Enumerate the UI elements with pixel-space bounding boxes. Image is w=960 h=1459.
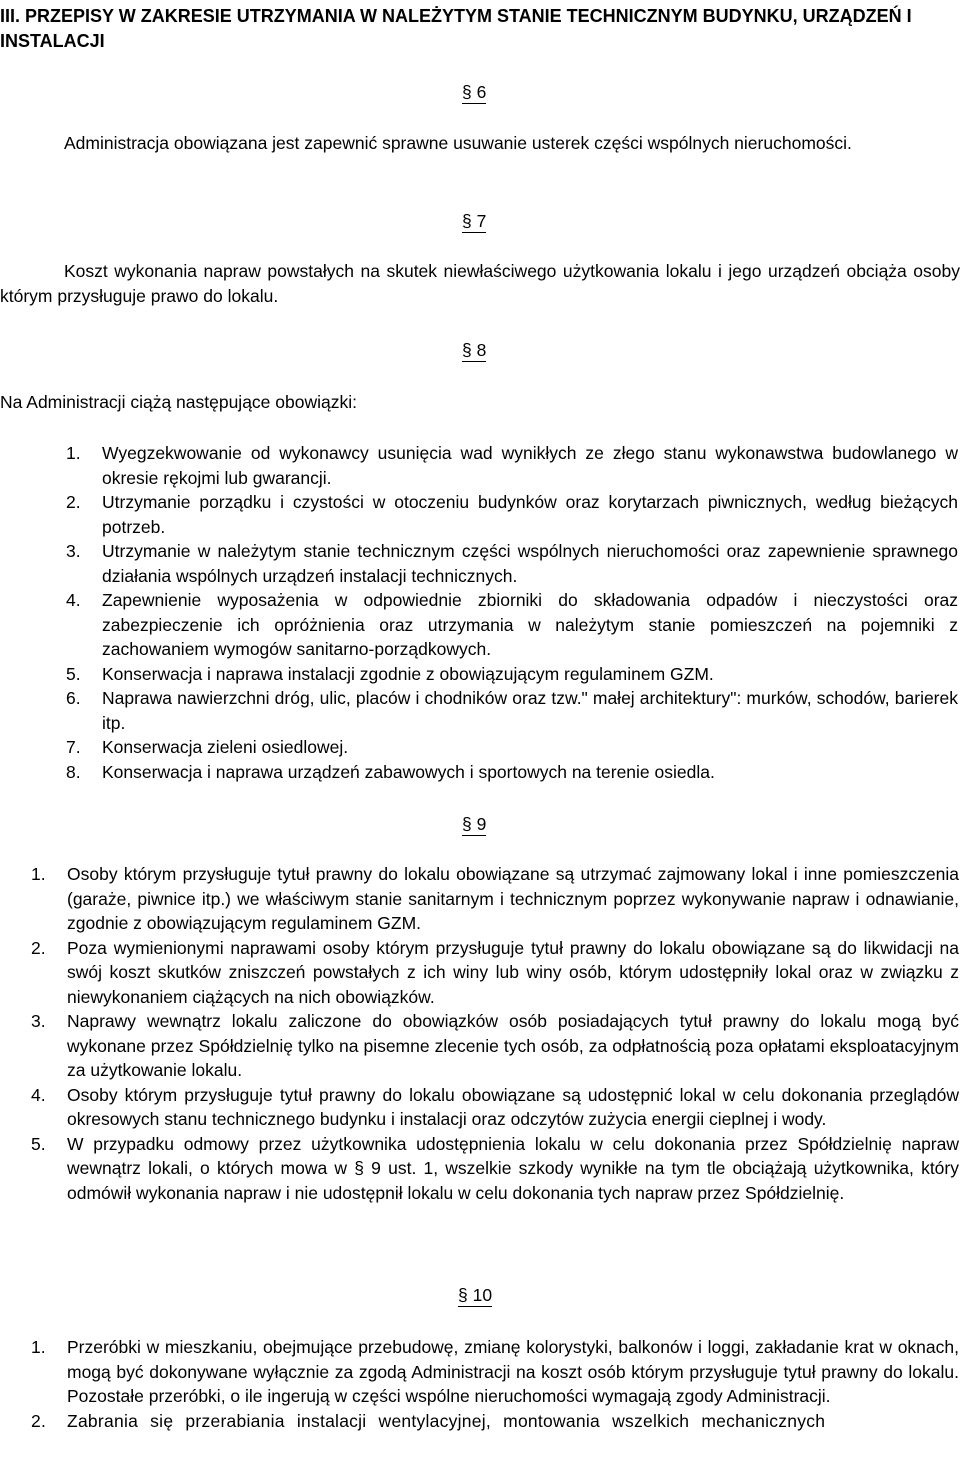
list-item: 7. Konserwacja zieleni osiedlowej. (66, 737, 349, 757)
list-item: 3. Utrzymanie w należytym stanie technicznym części wspólnych nieruchomości oraz zapewnienie sprawnego działania wspólnych urządzeń instalacji technicznych. (66, 541, 958, 586)
list-item: 3. Naprawy wewnątrz lokalu zaliczone do obowiązków osób posiadających tytuł prawny do lokalu mogą być wykonane przez Spółdzielnię tylko na pisemne zlecenie tych osób, za odpłatnością poza opłatami eksploatacyjnym za użytkowanie lokalu. (31, 1011, 959, 1080)
section-9-label: § 9 (462, 812, 522, 837)
list-item: 2. Zabrania się przerabiania instalacji wentylacyjnej, montowania wszelkich mechanicznych (31, 1410, 826, 1431)
section-7-label: § 7 (462, 209, 522, 234)
section-8-label: § 8 (462, 338, 522, 363)
list-item: 2. Poza wymienionymi naprawami osoby którym przysługuje tytuł prawny do lokalu obowiązane są do likwidacji na swój koszt skutków zniszczeń powstałych z ich winy lub winy osób, którym udostępniły lokal oraz w związku z niewykonaniem ciążących na nich obowiązków. (31, 937, 959, 1007)
section-8-list (66, 441, 958, 784)
list-item: 1. Przeróbki w mieszkaniu, obejmujące przebudowę, zmianę kolorystyki, balkonów i loggi, zakładanie krat w oknach, mogą być dokonywane wyłącznie za zgodą Administracji na koszt osób którym przysługuje tytuł prawny do lokalu. Pozostałe przeróbki, o ile ingerują w części wspólne nieruchomości wymagają zgody Administracji. (31, 1337, 959, 1406)
list-item: 6. Naprawa nawierzchni dróg, ulic, placów i chodników oraz tzw." małej architektury": murków, schodów, barierek itp. (66, 688, 958, 733)
section-6-label: § 6 (462, 80, 522, 105)
section-9-list (31, 862, 959, 1205)
list-item: 5. Konserwacja i naprawa instalacji zgodnie z obowiązującym regulaminem GZM. (66, 663, 714, 684)
list-item: 2. Utrzymanie porządku i czystości w otoczeniu budynków oraz korytarzach piwnicznych, według bieżących potrzeb. (66, 492, 958, 537)
section-10-label: § 10 (458, 1283, 528, 1308)
section-6-text: Administracja obowiązana jest zapewnić sprawne usuwanie usterek części wspólnych nieruchomości. (64, 133, 852, 153)
section-7-text: Koszt wykonania napraw powstałych na skutek niewłaściwego użytkowania lokalu i jego urządzeń obciąża osoby którym przysługuje prawo do lokalu. (0, 261, 960, 306)
chapter-heading: III. PRZEPISY W ZAKRESIE UTRZYMANIA W NALEŻYTYM STANIE TECHNICZNYM BUDYNKU, URZĄDZEŃ I INSTALACJI (0, 6, 912, 51)
list-item: 5. W przypadku odmowy przez użytkownika udostępnienia lokalu w celu dokonania przez Spółdzielnię napraw wewnątrz lokali, o których mowa w § 9 ust. 1, wszelkie szkody wynikłe na tym tle obciążają użytkownika, który odmówił wykonania napraw i nie udostępnił lokalu w celu dokonania tych napraw przez Spółdzielnię. (31, 1133, 959, 1203)
list-item: 8. Konserwacja i naprawa urządzeń zabawowych i sportowych na terenie osiedla. (66, 761, 715, 782)
list-item: 4. Osoby którym przysługuje tytuł prawny do lokalu obowiązane są udostępnić lokal w celu dokonania przeglądów okresowych stanu technicznego budynku i instalacji oraz odczytów zużycia energii cieplnej i wody. (31, 1084, 959, 1129)
section-10-list (31, 1335, 959, 1433)
list-item: 1. Wyegzekwowanie od wykonawcy usunięcia wad wynikłych ze złego stanu wykonawstwa budowlanego w okresie rękojmi lub gwarancji. (66, 443, 958, 488)
list-item: 1. Osoby którym przysługuje tytuł prawny do lokalu obowiązane są utrzymać zajmowany lokal i inne pomieszczenia (garaże, piwnice itp.) we właściwym stanie sanitarnym i technicznym poprzez wykonywanie napraw i odnawianie, zgodnie z obowiązującym regulaminem GZM. (31, 864, 959, 933)
list-item: 4. Zapewnienie wyposażenia w odpowiednie zbiorniki do składowania odpadów i nieczystości oraz zabezpieczenie ich opróżnienia oraz utrzymania w należytym stanie pomieszczeń na pojemniki z zachowaniem wymogów sanitarno-porządkowych. (66, 590, 958, 659)
section-8-intro: Na Administracji ciążą następujące obowiązki: (0, 392, 357, 412)
